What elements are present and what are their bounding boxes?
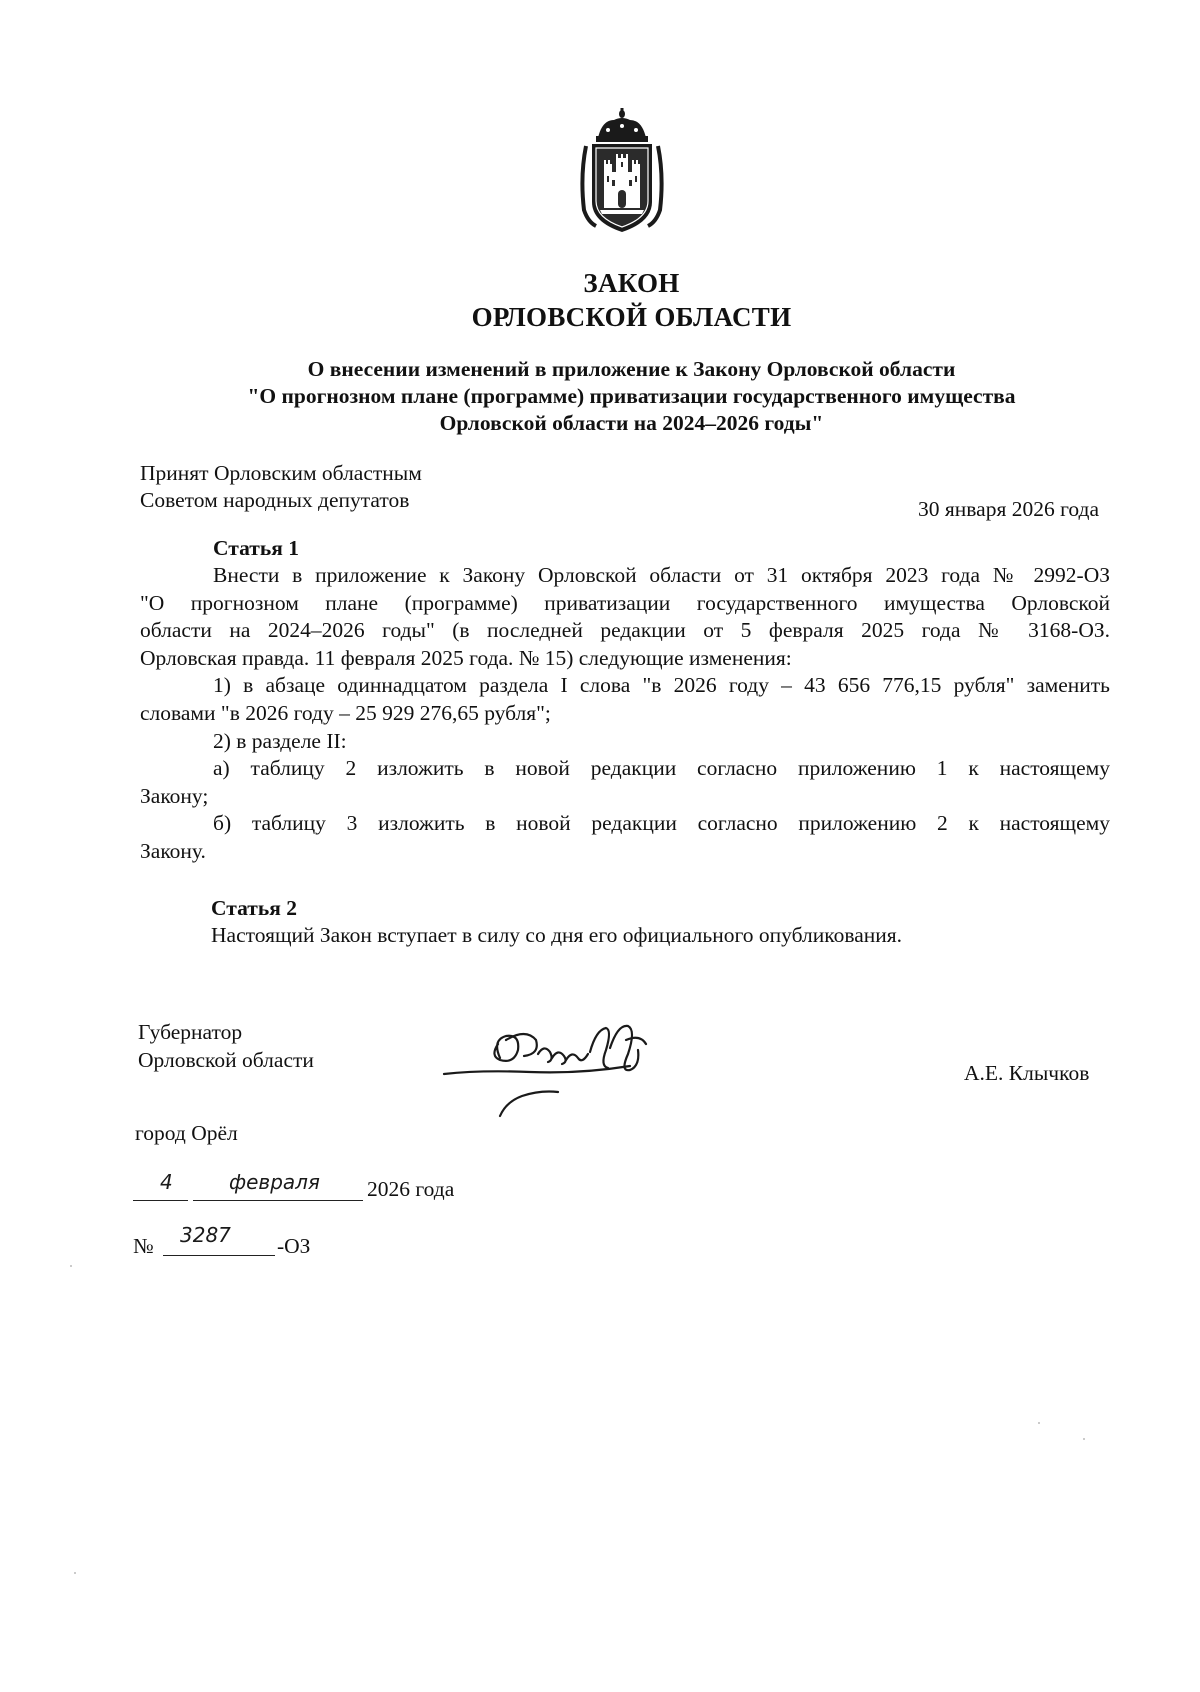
law-number-value: 3287 (180, 1223, 231, 1247)
article-1-heading: Статья 1 (213, 536, 299, 560)
article-2-text: Настоящий Закон вступает в силу со дня его официального опубликования. (211, 923, 903, 947)
article-1-line: словами "в 2026 году – 25 929 276,65 рубля"; (140, 700, 551, 725)
article-1-line: Внести в приложение к Закону Орловской области от 31 октября 2023 года № 2992-ОЗ (213, 563, 1110, 587)
signing-month: февраля (229, 1170, 320, 1194)
handwritten-signature (440, 1010, 680, 1120)
article-1-body (140, 562, 1110, 866)
law-number (133, 1225, 433, 1265)
place-of-signing: город Орёл (135, 1121, 238, 1145)
law-title: ЗАКОН (583, 268, 680, 298)
article-1-line: 1) в абзаце одиннадцатом раздела I слова "в 2026 году – 43 656 776,15 рубля" заменить (213, 673, 1110, 698)
signing-date (133, 1170, 553, 1210)
article-1-line: Закону; (140, 783, 209, 808)
article-1-line: "О прогнозном плане (программе) приватизации государственного имущества Орловской (140, 590, 1110, 615)
signing-day: 4 (160, 1170, 173, 1194)
law-subject-line-1: О внесении изменений в приложение к Закону Орловской области (307, 357, 956, 381)
law-region-title: ОРЛОВСКОЙ ОБЛАСТИ (471, 302, 792, 332)
number-sign: № (133, 1234, 154, 1258)
scan-speck (74, 1572, 76, 1574)
signing-year: 2026 года (367, 1177, 455, 1201)
signatory-title-line-1: Губернатор (138, 1020, 243, 1044)
adoption-text-line-1: Принят Орловским областным (140, 461, 422, 485)
month-underline (193, 1200, 363, 1201)
article-2-heading: Статья 2 (211, 896, 297, 920)
law-number-suffix: -ОЗ (277, 1234, 311, 1258)
law-subject-line-3: Орловской области на 2024–2026 годы" (439, 411, 824, 435)
law-subject-line-2: "О прогнозном плане (программе) приватизации государственного имущества (247, 384, 1016, 408)
day-underline (133, 1200, 188, 1201)
adoption-date: 30 января 2026 года (918, 497, 1099, 521)
scan-speck (70, 1265, 72, 1267)
orel-coat-of-arms-icon (578, 106, 666, 236)
scan-speck (1083, 1438, 1085, 1440)
article-1-line: области на 2024–2026 годы" (в последней редакции от 5 февраля 2025 года № 3168-ОЗ. (140, 618, 1110, 643)
scan-speck (1038, 1422, 1040, 1424)
signatory-name: А.Е. Клычков (964, 1061, 1090, 1085)
number-underline (163, 1255, 275, 1256)
adoption-text-line-2: Советом народных депутатов (140, 488, 410, 512)
article-1-line: б) таблицу 3 изложить в новой редакции согласно приложению 2 к настоящему (213, 811, 1110, 836)
article-1-line: Закону. (140, 838, 206, 863)
article-1-line: Орловская правда. 11 февраля 2025 года. № 15) следующие изменения: (140, 645, 792, 670)
signatory-title-line-2: Орловской области (138, 1048, 314, 1072)
article-1-line: 2) в разделе II: (213, 728, 347, 753)
article-1-line: а) таблицу 2 изложить в новой редакции согласно приложению 1 к настоящему (213, 756, 1110, 781)
